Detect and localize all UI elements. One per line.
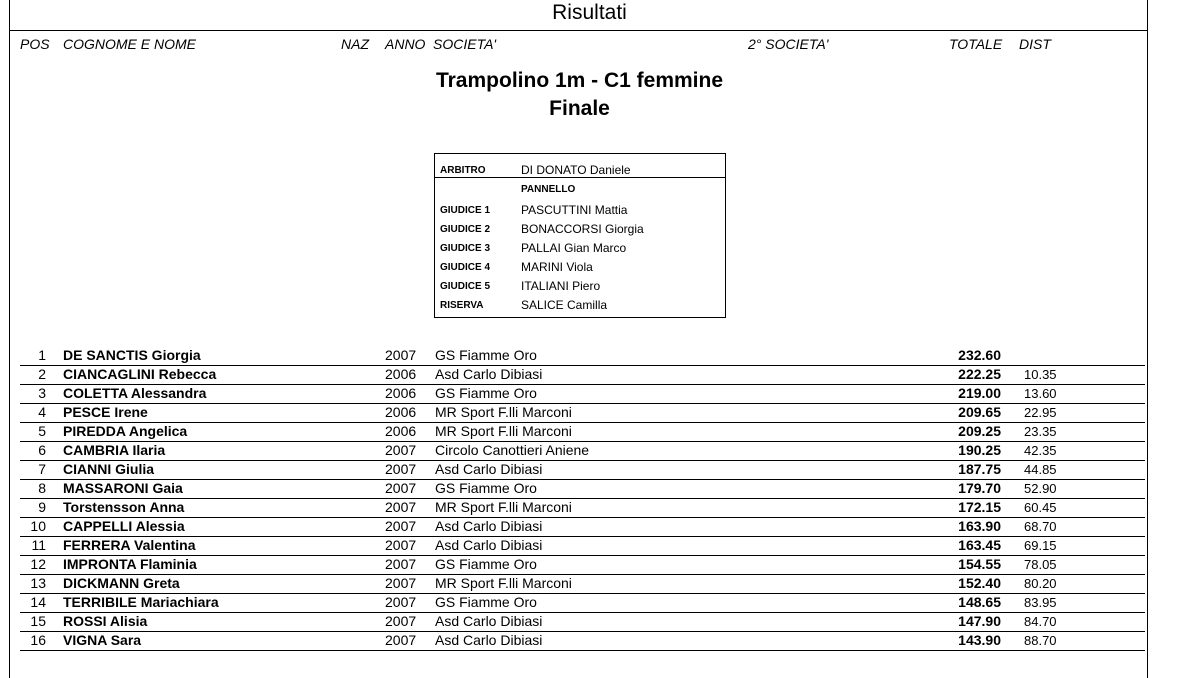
score-gap: 52.90 — [1024, 481, 1057, 496]
result-row — [20, 460, 1145, 480]
result-row — [20, 631, 1145, 651]
club-name: Circolo Canottieri Aniene — [435, 442, 590, 458]
club-name: Asd Carlo Dibiasi — [435, 632, 543, 648]
result-pos: 4 — [38, 404, 46, 420]
result-pos: 14 — [30, 594, 46, 610]
athlete-name: DE SANCTIS Giorgia — [63, 347, 201, 363]
result-pos: 3 — [38, 385, 46, 401]
athlete-name: TERRIBILE Mariachiara — [63, 594, 219, 610]
result-row — [20, 479, 1145, 499]
athlete-name: CIANCAGLINI Rebecca — [63, 366, 217, 382]
athlete-name: MASSARONI Gaia — [63, 480, 183, 496]
athlete-name: VIGNA Sara — [63, 632, 142, 648]
birth-year: 2007 — [385, 499, 417, 515]
judge-label: GIUDICE 1 — [440, 205, 491, 216]
result-pos: 5 — [38, 423, 46, 439]
athlete-name: PESCE Irene — [63, 404, 148, 420]
athlete-name: DICKMANN Greta — [63, 575, 180, 591]
judge-name: SALICE Camilla — [521, 298, 608, 312]
score-gap: 68.70 — [1024, 519, 1057, 534]
col-head-societa2: 2° SOCIETA' — [748, 36, 829, 52]
total-score: 232.60 — [958, 347, 1001, 363]
birth-year: 2007 — [385, 575, 417, 591]
club-name: MR Sport F.lli Marconi — [435, 404, 572, 420]
header-divider — [9, 30, 1147, 31]
result-row — [20, 365, 1145, 385]
total-score: 219.00 — [958, 385, 1001, 401]
judges-panel — [434, 153, 726, 318]
judge-name: PASCUTTINI Mattia — [521, 203, 628, 217]
result-row — [20, 422, 1145, 442]
athlete-name: CAMBRIA Ilaria — [63, 442, 166, 458]
score-gap: 23.35 — [1024, 424, 1057, 439]
total-score: 163.90 — [958, 518, 1001, 534]
athlete-name: PIREDDA Angelica — [63, 423, 188, 439]
event-title: Trampolino 1m - C1 femmine — [435, 69, 724, 92]
total-score: 209.65 — [958, 404, 1001, 420]
col-head-societa: SOCIETA' — [433, 36, 497, 52]
club-name: GS Fiamme Oro — [435, 347, 537, 363]
club-name: Asd Carlo Dibiasi — [435, 461, 543, 477]
result-row — [20, 403, 1145, 423]
total-score: 143.90 — [958, 632, 1001, 648]
pannello-label: PANNELLO — [521, 184, 576, 195]
result-row — [20, 555, 1145, 575]
birth-year: 2006 — [385, 404, 417, 420]
judge-label: GIUDICE 3 — [440, 243, 491, 254]
score-gap: 10.35 — [1024, 367, 1057, 382]
club-name: Asd Carlo Dibiasi — [435, 366, 543, 382]
col-head-anno: ANNO — [385, 36, 426, 52]
result-pos: 12 — [30, 556, 46, 572]
result-pos: 9 — [38, 499, 46, 515]
total-score: 187.75 — [958, 461, 1001, 477]
result-pos: 15 — [30, 613, 46, 629]
birth-year: 2007 — [385, 461, 417, 477]
athlete-name: FERRERA Valentina — [63, 537, 196, 553]
total-score: 163.45 — [958, 537, 1001, 553]
total-score: 190.25 — [958, 442, 1001, 458]
athlete-name: IMPRONTA Flaminia — [63, 556, 197, 572]
col-head-pos: POS — [20, 36, 50, 52]
birth-year: 2006 — [385, 366, 417, 382]
club-name: MR Sport F.lli Marconi — [435, 423, 572, 439]
result-row — [20, 517, 1145, 537]
athlete-name: Torstensson Anna — [63, 499, 185, 515]
total-score: 179.70 — [958, 480, 1001, 496]
birth-year: 2007 — [385, 537, 417, 553]
birth-year: 2007 — [385, 594, 417, 610]
col-head-dist: DIST — [1019, 36, 1051, 52]
result-row — [20, 498, 1145, 518]
total-score: 209.25 — [958, 423, 1001, 439]
arbitro-name: DI DONATO Daniele — [521, 163, 631, 177]
club-name: GS Fiamme Oro — [435, 594, 537, 610]
result-pos: 11 — [31, 537, 46, 553]
result-pos: 8 — [38, 480, 46, 496]
total-score: 148.65 — [958, 594, 1001, 610]
athlete-name: CAPPELLI Alessia — [63, 518, 185, 534]
birth-year: 2007 — [385, 480, 417, 496]
birth-year: 2006 — [385, 385, 417, 401]
judge-name: ITALIANI Piero — [521, 279, 601, 293]
result-row — [20, 574, 1145, 594]
event-phase: Finale — [549, 97, 610, 120]
birth-year: 2006 — [385, 423, 417, 439]
result-row — [20, 346, 1145, 366]
total-score: 172.15 — [958, 499, 1001, 515]
score-gap: 44.85 — [1024, 462, 1057, 477]
result-pos: 6 — [38, 442, 46, 458]
col-head-naz: NAZ — [341, 36, 369, 52]
club-name: Asd Carlo Dibiasi — [435, 537, 543, 553]
score-gap: 78.05 — [1024, 557, 1057, 572]
total-score: 147.90 — [958, 613, 1001, 629]
birth-year: 2007 — [385, 518, 417, 534]
arbitro-label: ARBITRO — [440, 165, 486, 176]
score-gap: 22.95 — [1024, 405, 1057, 420]
birth-year: 2007 — [385, 556, 417, 572]
result-pos: 13 — [30, 575, 46, 591]
page-title: Risultati — [552, 1, 627, 24]
col-head-name: COGNOME E NOME — [63, 36, 197, 52]
score-gap: 80.20 — [1024, 576, 1057, 591]
judge-label: GIUDICE 2 — [440, 224, 491, 235]
score-gap: 42.35 — [1024, 443, 1057, 458]
club-name: MR Sport F.lli Marconi — [435, 499, 572, 515]
panel-divider — [435, 177, 725, 178]
score-gap: 13.60 — [1024, 386, 1057, 401]
judge-label: GIUDICE 5 — [440, 281, 491, 292]
birth-year: 2007 — [385, 442, 417, 458]
club-name: Asd Carlo Dibiasi — [435, 613, 543, 629]
judge-name: BONACCORSI Giorgia — [521, 222, 644, 236]
result-row — [20, 384, 1145, 404]
birth-year: 2007 — [385, 613, 417, 629]
col-head-totale: TOTALE — [949, 36, 1003, 52]
result-pos: 10 — [30, 518, 46, 534]
club-name: Asd Carlo Dibiasi — [435, 518, 543, 534]
club-name: GS Fiamme Oro — [435, 556, 537, 572]
result-row — [20, 536, 1145, 556]
total-score: 222.25 — [958, 366, 1001, 382]
result-row — [20, 441, 1145, 461]
judge-label: GIUDICE 4 — [440, 262, 491, 273]
athlete-name: ROSSI Alisia — [63, 613, 148, 629]
judge-label: RISERVA — [440, 300, 484, 311]
result-row — [20, 612, 1145, 632]
total-score: 152.40 — [958, 575, 1001, 591]
score-gap: 84.70 — [1024, 614, 1057, 629]
judge-name: PALLAI Gian Marco — [521, 241, 627, 255]
score-gap: 88.70 — [1024, 633, 1057, 648]
judge-name: MARINI Viola — [521, 260, 593, 274]
athlete-name: CIANNI Giulia — [63, 461, 155, 477]
score-gap: 69.15 — [1024, 538, 1057, 553]
club-name: GS Fiamme Oro — [435, 385, 537, 401]
score-gap: 60.45 — [1024, 500, 1057, 515]
club-name: GS Fiamme Oro — [435, 480, 537, 496]
result-pos: 1 — [38, 347, 46, 363]
birth-year: 2007 — [385, 632, 417, 648]
score-gap: 83.95 — [1024, 595, 1057, 610]
birth-year: 2007 — [385, 347, 417, 363]
club-name: MR Sport F.lli Marconi — [435, 575, 572, 591]
result-pos: 2 — [38, 366, 46, 382]
result-row — [20, 593, 1145, 613]
athlete-name: COLETTA Alessandra — [63, 385, 207, 401]
total-score: 154.55 — [958, 556, 1001, 572]
result-pos: 16 — [30, 632, 46, 648]
result-pos: 7 — [38, 461, 46, 477]
